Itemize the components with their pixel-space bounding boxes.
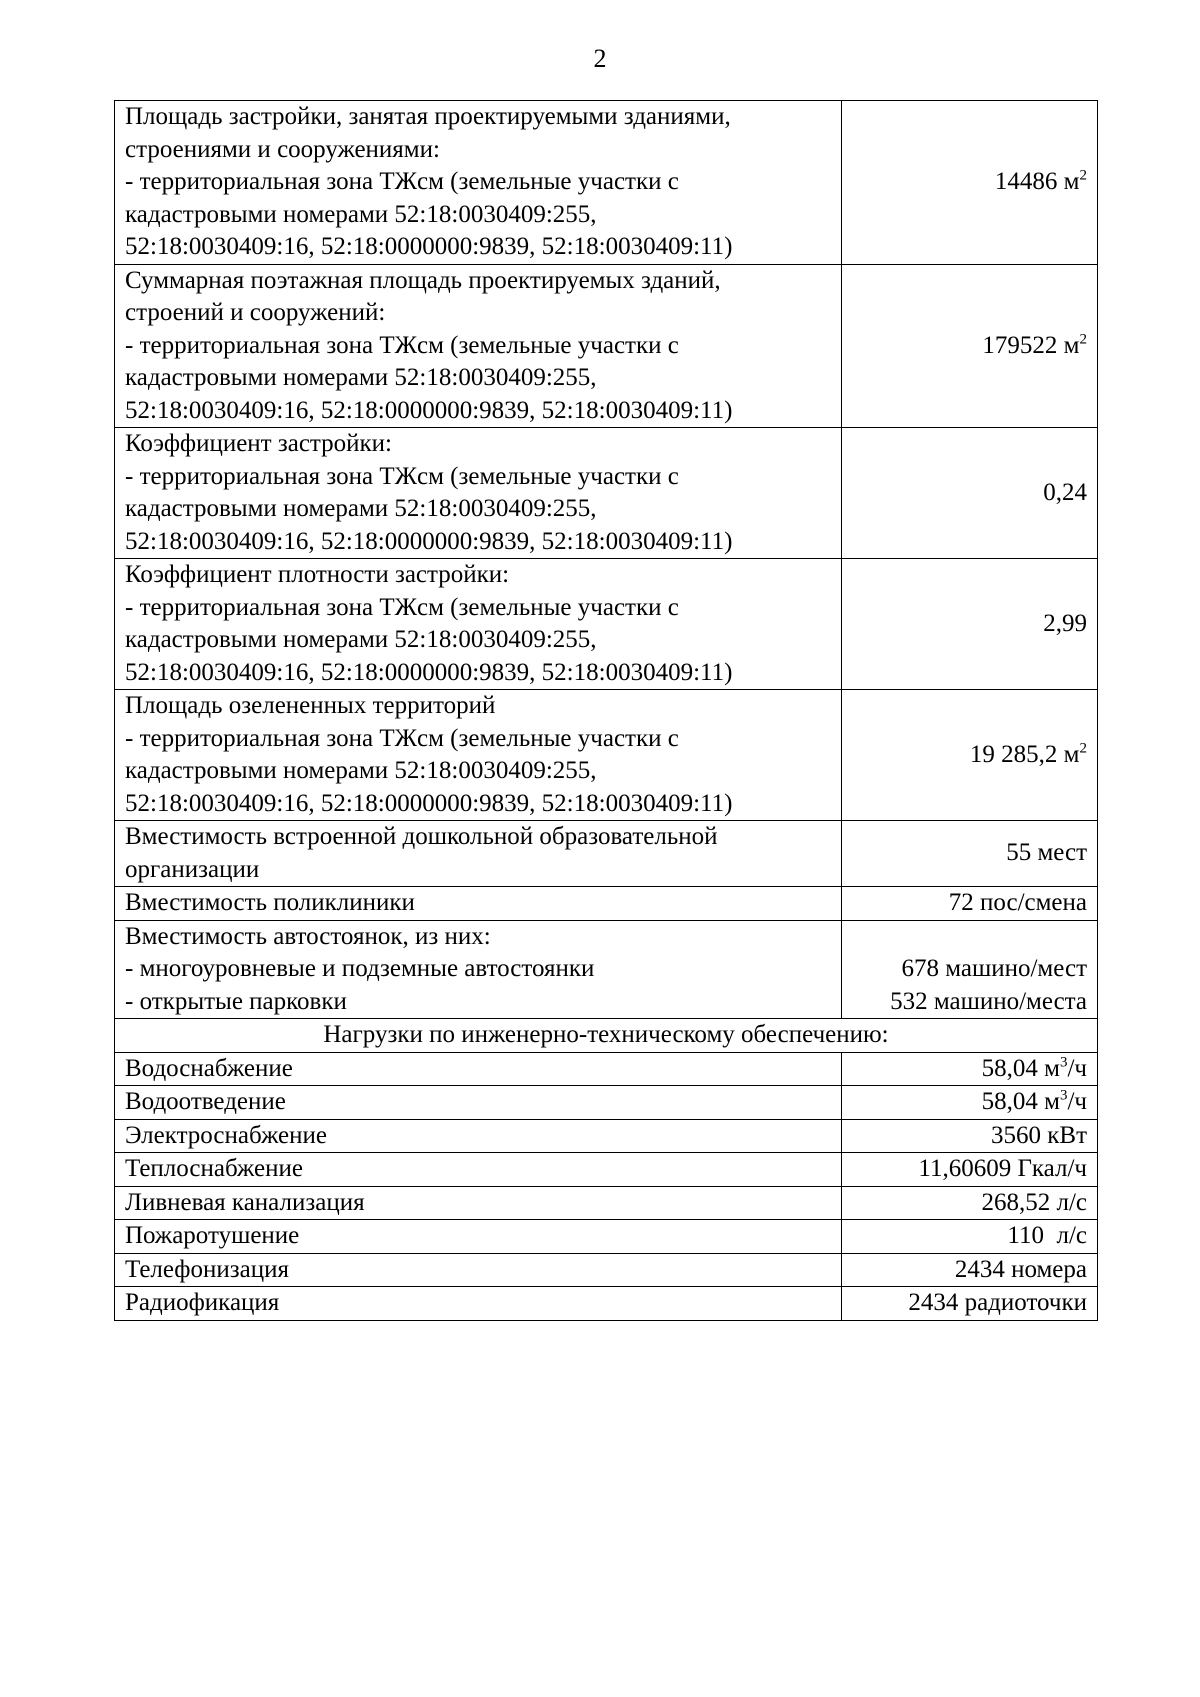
value-text: 14486 м: [994, 168, 1080, 195]
load-value: [842, 1052, 1098, 1086]
value-text: 58,04 м: [981, 1088, 1060, 1115]
table-row: [115, 690, 1098, 821]
indicators-table: [114, 100, 1098, 1321]
value-text: 19 285,2 м: [969, 740, 1080, 768]
load-value: 2434 номера: [842, 1253, 1098, 1287]
row-value: [842, 101, 1098, 265]
row-label: [115, 101, 842, 265]
value-text: 0,24: [1043, 478, 1087, 506]
row-label-line: 52:18:0030409:16, 52:18:0000000:9839, 52:18:0030409:11): [125, 396, 733, 424]
row-label-line: кадастровыми номерами 52:18:0030409:255,: [125, 626, 597, 653]
row-label: [115, 264, 842, 428]
row-label: [115, 428, 842, 559]
row-label-line: - открытые парковки: [125, 987, 347, 1015]
row-value: [842, 264, 1098, 428]
value-text: 179522 м: [982, 331, 1080, 359]
table-row: [115, 1186, 1098, 1220]
table-row: [115, 887, 1098, 921]
row-label-line: Коэффициент застройки:: [125, 430, 393, 457]
row-label-line: - территориальная зона ТЖсм (земельные участки с: [125, 593, 679, 621]
row-label-line: - территориальная зона ТЖсм (земельные участки с: [125, 331, 679, 359]
row-label-line: кадастровыми номерами 52:18:0030409:255,: [125, 364, 597, 391]
row-label-line: строений и сооружений:: [125, 299, 386, 326]
row-label-line: организации: [125, 855, 260, 883]
load-label: Водоснабжение: [115, 1052, 842, 1086]
row-label: [115, 887, 842, 921]
row-label-line: Площадь озелененных территорий: [125, 692, 496, 719]
load-label: Радиофикация: [115, 1287, 842, 1321]
row-label-line: кадастровыми номерами 52:18:0030409:255,: [125, 495, 597, 522]
row-label: [115, 821, 842, 887]
value-superscript: 2: [1079, 331, 1087, 348]
row-label: [115, 920, 842, 1019]
load-label: Телефонизация: [115, 1253, 842, 1287]
page-number: 2: [593, 44, 607, 73]
table-row: [115, 1253, 1098, 1287]
table-row: [115, 1153, 1098, 1187]
value-superscript: 3: [1059, 1054, 1068, 1071]
table-row: [115, 1287, 1098, 1321]
load-label: Ливневая канализация: [115, 1186, 842, 1220]
row-label-line: - территориальная зона ТЖсм (земельные участки с: [125, 168, 679, 195]
row-label-line: 52:18:0030409:16, 52:18:0000000:9839, 52:18:0030409:11): [125, 658, 733, 686]
row-label: [115, 690, 842, 821]
load-label: Электроснабжение: [115, 1119, 842, 1153]
row-label-line: - многоуровневые и подземные автостоянки: [125, 955, 595, 982]
load-label: Водоотведение: [115, 1086, 842, 1120]
row-value: [842, 920, 1098, 1019]
table-row: [115, 559, 1098, 690]
row-value: [842, 887, 1098, 921]
value-line: 678 машино/мест: [901, 955, 1087, 982]
row-value: [842, 428, 1098, 559]
load-value: 2434 радиоточки: [842, 1287, 1098, 1321]
value-text: 55 мест: [1006, 839, 1087, 867]
value-text: 2,99: [1043, 609, 1087, 637]
load-value: 11,60609 Гкал/ч: [842, 1153, 1098, 1187]
table-row: [115, 428, 1098, 559]
table-row: [115, 1119, 1098, 1153]
row-label-line: Вместимость встроенной дошкольной образовательной: [125, 823, 718, 850]
table-row: [115, 101, 1098, 265]
value-superscript: 2: [1079, 167, 1087, 184]
table-row: [115, 821, 1098, 887]
section-header: Нагрузки по инженерно-техническому обеспечению:: [115, 1019, 1098, 1053]
row-label-line: Площадь застройки, занятая проектируемыми зданиями,: [125, 103, 731, 130]
load-label: Пожаротушение: [115, 1220, 842, 1254]
row-label-line: кадастровыми номерами 52:18:0030409:255,: [125, 200, 597, 228]
row-label-line: Вместимость поликлиники: [125, 889, 415, 916]
load-value: 110 л/с: [842, 1220, 1098, 1254]
row-label-line: - территориальная зона ТЖсм (земельные участки с: [125, 462, 679, 490]
value-text: 58,04 м: [981, 1054, 1060, 1082]
row-label-line: Коэффициент плотности застройки:: [125, 561, 510, 588]
row-label-line: кадастровыми номерами 52:18:0030409:255,: [125, 757, 597, 784]
row-label-line: Суммарная поэтажная площадь проектируемых зданий,: [125, 266, 721, 294]
value-suffix: /ч: [1067, 1088, 1087, 1115]
table-row: [115, 1052, 1098, 1086]
value-superscript: 3: [1059, 1087, 1068, 1104]
value-text: 72 пос/смена: [948, 889, 1087, 916]
load-value: 268,52 л/с: [842, 1186, 1098, 1220]
load-value: [842, 1086, 1098, 1120]
row-value: [842, 690, 1098, 821]
table-row: [115, 1086, 1098, 1120]
row-value: [842, 821, 1098, 887]
row-label: [115, 559, 842, 690]
row-label-line: строениями и сооружениями:: [125, 135, 440, 163]
row-label-line: 52:18:0030409:16, 52:18:0000000:9839, 52:18:0030409:11): [125, 233, 733, 260]
load-value: 3560 кВт: [842, 1119, 1098, 1153]
value-suffix: /ч: [1067, 1054, 1087, 1082]
load-label: Теплоснабжение: [115, 1153, 842, 1187]
row-label-line: - территориальная зона ТЖсм (земельные участки с: [125, 724, 679, 752]
table-row: [115, 264, 1098, 428]
row-value: [842, 559, 1098, 690]
table-row: [115, 1220, 1098, 1254]
row-label-line: 52:18:0030409:16, 52:18:0000000:9839, 52:18:0030409:11): [125, 527, 733, 555]
value-line: 532 машино/места: [890, 987, 1087, 1015]
row-label-line: Вместимость автостоянок, из них:: [125, 922, 491, 950]
value-superscript: 2: [1079, 740, 1087, 757]
table-row: [115, 920, 1098, 1019]
section-header-row: [115, 1019, 1098, 1053]
row-label-line: 52:18:0030409:16, 52:18:0000000:9839, 52:18:0030409:11): [125, 789, 733, 817]
